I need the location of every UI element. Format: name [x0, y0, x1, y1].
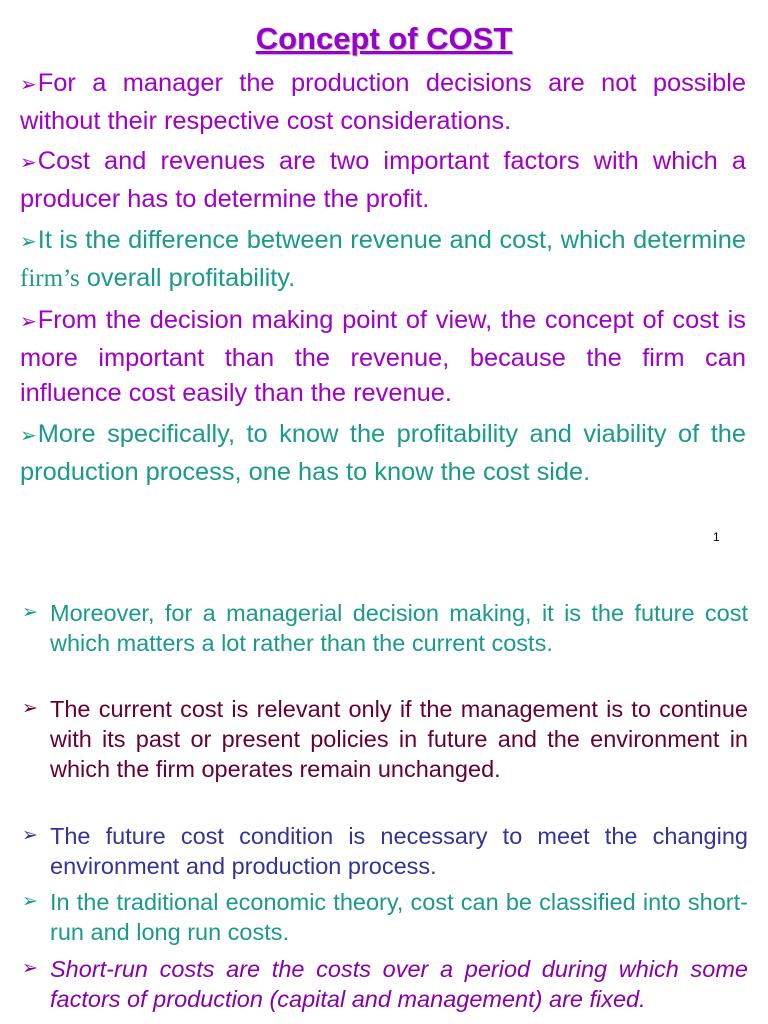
arrow-bullet-icon: ➢: [20, 231, 37, 253]
bullet-text: Cost and revenues are two important factors with which a producer has to determine the profit.: [20, 147, 746, 213]
arrow-bullet-icon: ➢: [22, 958, 38, 979]
bullet-item: [20, 223, 746, 296]
bullet-emphasis: firm’s: [20, 264, 80, 292]
bullet-text: More specifically, to know the profitability and viability of the production process, one has to know the cost side.: [20, 420, 746, 486]
bullet-item: [22, 887, 748, 947]
arrow-bullet-icon: ➢: [20, 425, 37, 447]
bullet-item: [22, 954, 748, 1014]
bullet-text: It is the difference between revenue and cost, which determine: [37, 226, 746, 254]
bullet-item: [22, 821, 748, 881]
bullet-item: [20, 417, 746, 490]
bullet-text: The current cost is relevant only if the management is to continue with its past or present policies in future and the environment in which the firm operates remain unchanged.: [50, 696, 748, 782]
arrow-bullet-icon: ➢: [22, 825, 38, 846]
bullet-item: [20, 66, 746, 139]
bullet-item: [20, 303, 746, 412]
bullet-item: [22, 694, 748, 784]
bullet-item: [20, 144, 746, 217]
arrow-bullet-icon: ➢: [20, 152, 37, 174]
arrow-bullet-icon: ➢: [22, 698, 38, 719]
arrow-bullet-icon: ➢: [22, 891, 38, 912]
bullet-text: The future cost condition is necessary to meet the changing environment and production process.: [50, 823, 748, 879]
page-number: 1: [713, 530, 720, 544]
bullet-item: [22, 598, 748, 658]
arrow-bullet-icon: ➢: [20, 311, 37, 333]
slide-title: Concept of COST: [255, 21, 513, 56]
bullet-text-tail: overall profitability.: [79, 263, 296, 292]
slide-2: [0, 560, 768, 1024]
bullet-text: In the traditional economic theory, cost can be classified into short-run and long run costs.: [50, 889, 748, 945]
bullet-text: From the decision making point of view, the concept of cost is more important than the revenue, because the firm can influence cost easily than the revenue.: [20, 306, 746, 407]
bullet-text: Moreover, for a managerial decision making, it is the future cost which matters a lot rather than the current costs.: [50, 600, 748, 656]
bullet-text: Short-run costs are the costs over a period during which some factors of production (capital and management) are fixed.: [50, 956, 748, 1012]
arrow-bullet-icon: ➢: [22, 602, 38, 623]
arrow-bullet-icon: ➢: [20, 74, 37, 96]
bullet-text: For a manager the production decisions are not possible without their respective cost considerations.: [20, 69, 746, 135]
